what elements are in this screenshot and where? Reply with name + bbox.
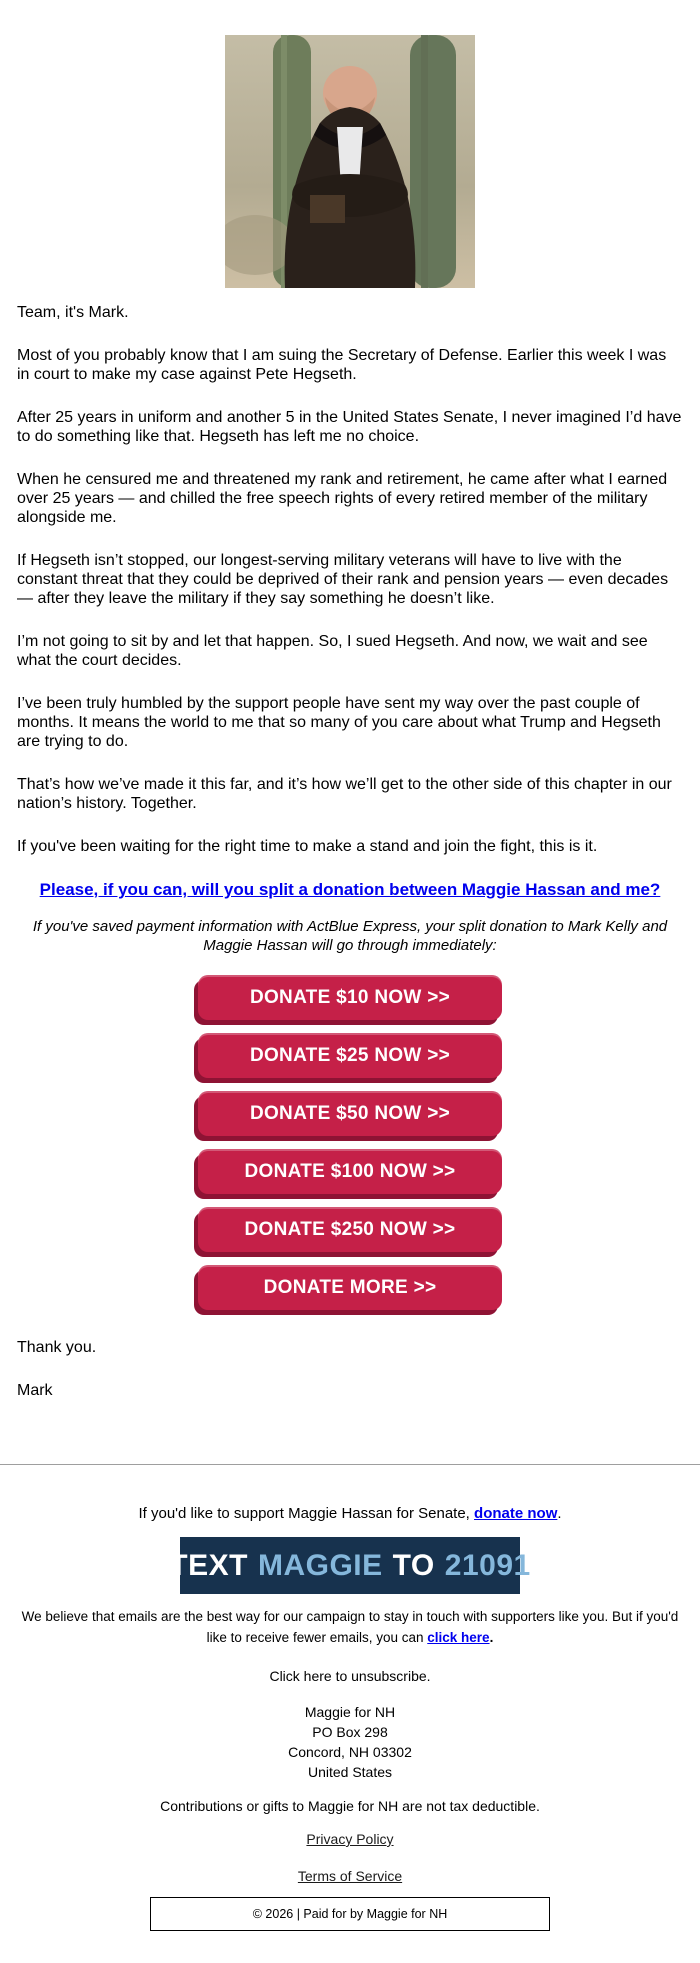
paragraph: If Hegseth isn’t stopped, our longest-serving military veterans will have to live with the constant threat that they could be deprived of their rank and pension years — even decades — after they leave the military if they say something he doesn’t like. <box>17 552 669 607</box>
donate-now-link[interactable]: donate now <box>474 1505 558 1522</box>
donate-100-button[interactable]: DONATE $100 NOW >> <box>198 1149 502 1194</box>
split-donation-link[interactable]: Please, if you can, will you split a donation between Maggie Hassan and me? <box>39 880 661 899</box>
terms-of-service-line <box>0 1868 700 1884</box>
actblue-express-note: If you've saved payment information with ActBlue Express, your split donation to Mark Kelly and Maggie Hassan will go through immediately: <box>32 918 668 954</box>
donate-10-button[interactable]: DONATE $10 NOW >> <box>198 975 502 1020</box>
terms-of-service-link[interactable]: Terms of Service <box>297 1868 403 1884</box>
fewer-emails-suffix: . <box>489 1630 494 1645</box>
support-maggie-line <box>0 1505 700 1522</box>
paragraph: I’ve been truly humbled by the support people have sent my way over the past couple of months. It means the world to me that so many of you care about what Trump and Hegseth are trying to do. <box>17 695 661 750</box>
donate-button-group <box>17 975 683 1310</box>
fewer-emails-text: We believe that emails are the best way for our campaign to stay in touch with supporters like you. But if you'd like to receive fewer emails, you can <box>21 1609 679 1645</box>
paragraph: That’s how we’ve made it this far, and it’s how we’ll get to the other side of this chapter in our nation’s history. Together. <box>17 776 672 812</box>
donate-250-button[interactable]: DONATE $250 NOW >> <box>198 1207 502 1252</box>
footer <box>0 1505 700 1931</box>
donate-25-button[interactable]: DONATE $25 NOW >> <box>198 1033 502 1078</box>
mark-kelly-photo <box>225 35 475 288</box>
fewer-emails-line <box>20 1606 680 1648</box>
paragraph: Most of you probably know that I am suing the Secretary of Defense. Earlier this week I was in court to make my case against Pete Hegseth. <box>17 347 667 383</box>
paragraph: After 25 years in uniform and another 5 in the United States Senate, I never imagined I’d have to do something like that. Hegseth has left me no choice. <box>17 409 682 445</box>
paid-for-box <box>150 1897 550 1931</box>
paragraph: If you've been waiting for the right time to make a stand and join the fight, this is it. <box>17 838 598 855</box>
closing-text: Thank you. <box>17 1339 97 1356</box>
tax-disclaimer: Contributions or gifts to Maggie for NH are not tax deductible. <box>160 1798 540 1814</box>
section-divider <box>0 1464 700 1465</box>
privacy-policy-link[interactable]: Privacy Policy <box>306 1831 394 1847</box>
address-line: Concord, NH 03302 <box>288 1744 412 1760</box>
privacy-policy-line <box>0 1831 700 1847</box>
paid-for-text: © 2026 | Paid for by Maggie for NH <box>252 1907 448 1921</box>
support-suffix-text: . <box>557 1505 562 1522</box>
donate-more-button[interactable]: DONATE MORE >> <box>198 1265 502 1310</box>
photo-container <box>0 0 700 293</box>
support-prefix-text: If you'd like to support Maggie Hassan for Senate, <box>138 1505 475 1522</box>
address-line: PO Box 298 <box>312 1724 388 1740</box>
address-line: Maggie for NH <box>304 1704 396 1720</box>
cta-line <box>17 880 683 899</box>
email-text-content <box>0 303 700 1400</box>
paragraph: When he censured me and threatened my rank and retirement, he came after what I earned over 25 years — and chilled the free speech rights of every retired member of the military alongside me. <box>17 471 668 526</box>
banner-maggie-word: MAGGIE <box>257 1548 383 1582</box>
greeting-text: Team, it's Mark. <box>17 304 129 321</box>
unsubscribe-link[interactable]: Click here to unsubscribe. <box>269 1668 431 1684</box>
paragraph: I’m not going to sit by and let that happen. So, I sued Hegseth. And now, we wait and see what the court decides. <box>17 633 648 669</box>
signature-text: Mark <box>17 1382 53 1399</box>
donate-50-button[interactable]: DONATE $50 NOW >> <box>198 1091 502 1136</box>
address-line: United States <box>307 1764 393 1780</box>
click-here-link[interactable]: click here <box>427 1630 490 1645</box>
text-maggie-banner[interactable] <box>169 1537 531 1594</box>
banner-text-word: TEXT <box>169 1548 248 1582</box>
banner-to-word: TO <box>392 1548 435 1582</box>
banner-number: 21091 <box>444 1548 531 1582</box>
mailing-address <box>0 1702 700 1782</box>
